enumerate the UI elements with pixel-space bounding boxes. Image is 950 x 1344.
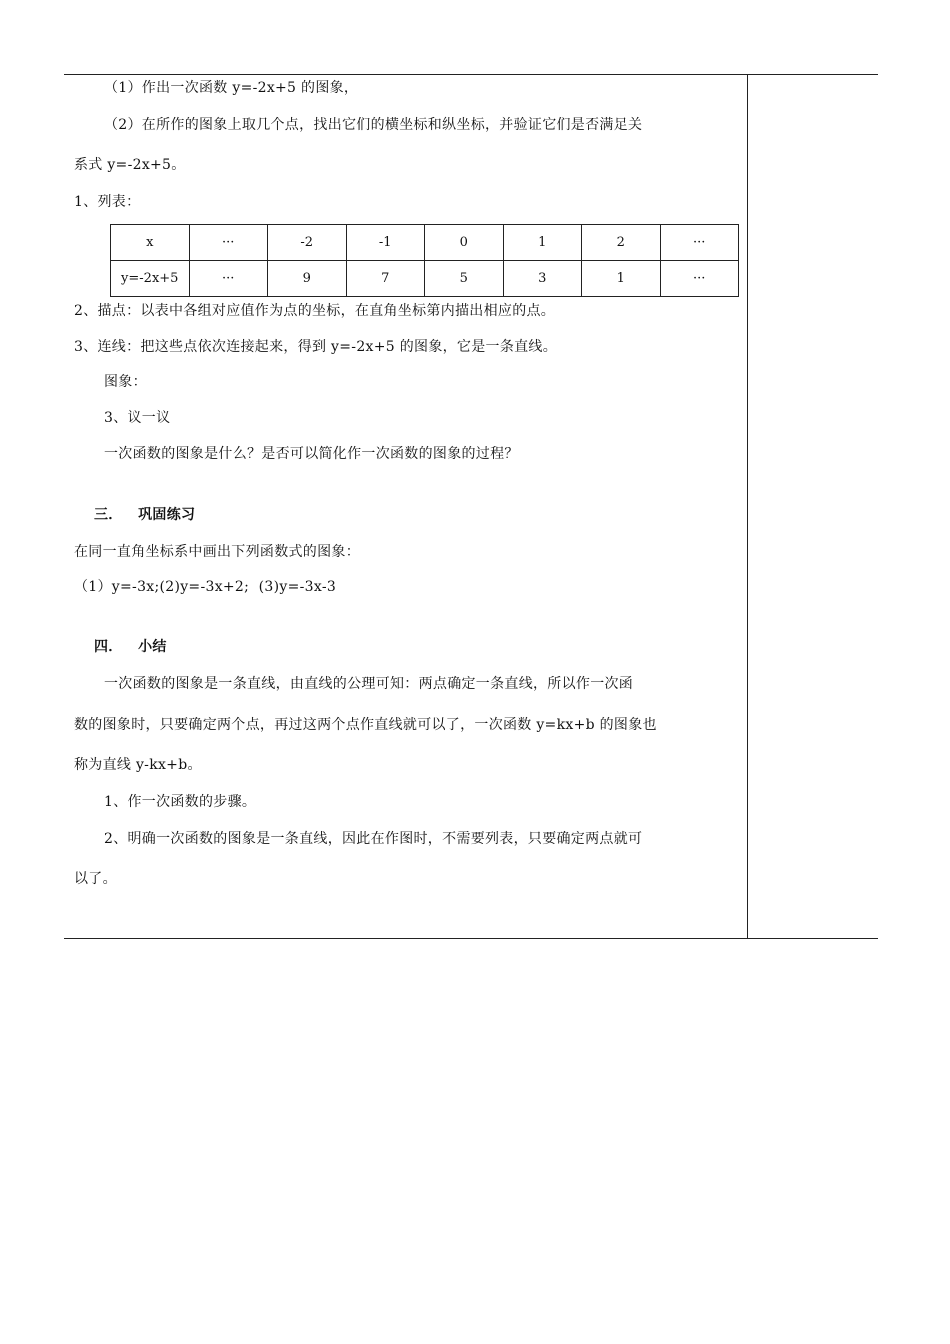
summary-line1: 一次函数的图象是一条直线，由直线的公理可知：两点确定一条直线，所以作一次函 (104, 676, 634, 692)
step1-label: 1、列表： (74, 194, 141, 210)
table-cell: 7 (346, 261, 425, 297)
point1: 1、作一次函数的步骤。 (104, 794, 257, 810)
section3-text: 在同一直角坐标系中画出下列函数式的图象： (74, 544, 360, 560)
table-cell: 1 (503, 225, 582, 261)
task2-line1: （2）在所作的图象上取几个点，找出它们的横坐标和纵坐标，并验证它们是否满足关 (104, 117, 643, 133)
table-row (111, 225, 739, 261)
bottom-border (64, 938, 878, 939)
table-cell: -2 (268, 225, 347, 261)
column-divider (747, 74, 748, 939)
graph-label: 图象： (104, 374, 147, 390)
step3: 3、连线：把这些点依次连接起来，得到 y=-2x+5 的图象，它是一条直线。 (74, 339, 558, 355)
summary-line2: 数的图象时，只要确定两个点，再过这两个点作直线就可以了，一次函数 y=kx+b 的图象也 (74, 717, 657, 733)
table-cell: x (111, 225, 190, 261)
table-cell: ··· (189, 261, 268, 297)
table-cell: ··· (660, 261, 739, 297)
summary-line3: 称为直线 y-kx+b。 (74, 757, 202, 773)
table-cell: ··· (660, 225, 739, 261)
point2-line2: 以了。 (74, 871, 117, 887)
table-cell: 0 (425, 225, 504, 261)
top-border (64, 74, 878, 75)
table-cell: y=-2x+5 (111, 261, 190, 297)
table-cell: 2 (582, 225, 661, 261)
section3-heading: 三． 巩固练习 (94, 507, 196, 523)
value-table (110, 224, 739, 297)
table-cell: 1 (582, 261, 661, 297)
section4-heading: 四． 小结 (94, 639, 167, 655)
table-cell: -1 (346, 225, 425, 261)
table-cell: 5 (425, 261, 504, 297)
task1: （1）作出一次函数 y=-2x+5 的图象， (104, 80, 359, 96)
discuss-title: 3、议一议 (104, 410, 171, 426)
table-row (111, 261, 739, 297)
table-cell: 3 (503, 261, 582, 297)
task2-line2: 系式 y=-2x+5。 (74, 157, 186, 173)
step2: 2、描点：以表中各组对应值作为点的坐标，在直角坐标第内描出相应的点。 (74, 303, 556, 319)
table-cell: 9 (268, 261, 347, 297)
discuss-question: 一次函数的图象是什么？是否可以简化作一次函数的图象的过程？ (104, 446, 519, 462)
section3-items: （1）y=-3x;(2)y=-3x+2; (3)y=-3x-3 (74, 579, 337, 595)
point2-line1: 2、明确一次函数的图象是一条直线，因此在作图时，不需要列表，只要确定两点就可 (104, 831, 643, 847)
table-cell: ··· (189, 225, 268, 261)
